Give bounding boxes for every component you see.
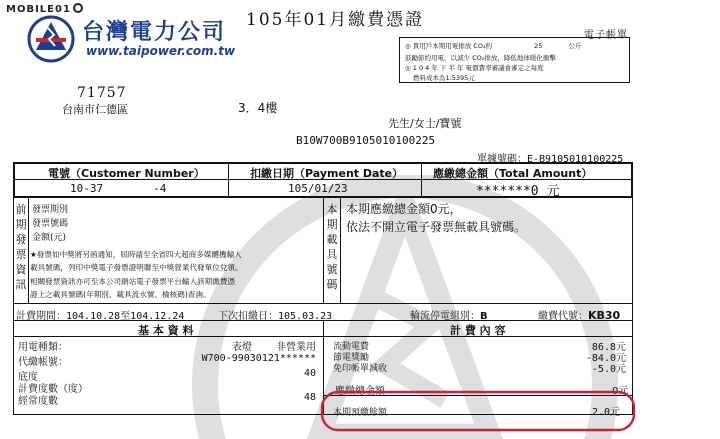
charge-row-label: 免印帳單減收	[333, 364, 388, 374]
charge-row-label: 節電獎勵	[333, 353, 370, 363]
address-district: 台南市仁德區	[62, 103, 128, 116]
current-line-2: 依法不開立電子發票無載具號碼。	[346, 220, 527, 234]
charge-row-value: 86.8元	[591, 342, 626, 353]
current-line-1: 本期應繳總金額0元，	[346, 202, 462, 216]
charge-row-value: -5.0元	[591, 364, 626, 375]
basic-data-title: 基 本 資 料	[138, 324, 194, 337]
previous-invoice-label: 前期發票資訊	[15, 203, 27, 291]
notice-line-4: 燃料成本為1.5395元	[413, 74, 475, 82]
barcode-number: B10W700B9105010100225	[296, 134, 436, 147]
payment-date: 105/01/23	[288, 182, 348, 195]
payment-code: 繳費代號：KB30	[538, 309, 621, 322]
basic-row-value: 40	[303, 368, 316, 379]
basic-row-label: 代繳帳號：	[18, 357, 68, 368]
notice-line-2: 鼓勵節約用電，以減少 CO₂排放，降低地球暖化衝擊	[405, 54, 556, 62]
document-number: 單據號碼：E-B9105010100225	[477, 154, 624, 165]
payment-date-header: 扣繳日期（Payment Date）	[250, 167, 404, 180]
invoice-period: 發票期別	[32, 205, 69, 215]
invoice-amount: 金額(元)	[32, 233, 67, 243]
total-amount: *******0 元	[476, 184, 560, 199]
notice-line-3: ◎ 1 0 4 年 下 半 年 電價費率審議會審定之每度	[405, 64, 544, 72]
current-carrier-label: 本期載具號碼	[326, 203, 338, 291]
prepaid-balance-value: 2.0元	[592, 407, 621, 418]
charge-row-value: -84.0元	[585, 353, 626, 364]
basic-row-label: 計費度數（度）	[18, 384, 88, 395]
copy-label: 電子帳單	[584, 30, 628, 41]
company-url: www.taipower.com.tw	[86, 44, 236, 58]
charges-total-value: 0元	[612, 386, 629, 397]
customer-number-header: 電號（Customer Number）	[48, 167, 205, 180]
invoice-note-3: 相關發票資訊亦可至本公司網站電子發票平台輸入該期繳費憑	[30, 277, 236, 286]
customer-number: 10-37 -4	[70, 182, 167, 195]
site-watermark: MOBILE01	[6, 3, 83, 15]
charges-total-label: 應繳總金額	[335, 386, 385, 397]
basic-row-label: 底度	[18, 372, 38, 383]
postcode: 71757	[77, 85, 127, 101]
taipower-logo-icon	[26, 14, 76, 64]
charges-title: 計 費 內 容	[450, 324, 506, 337]
billing-period: 計費期間：104.10.28至104.12.24	[16, 311, 185, 322]
basic-row-category: 表燈	[232, 342, 252, 353]
basic-row-value: 非營業用	[276, 342, 316, 353]
charge-row-label: 流動電費	[333, 342, 370, 352]
basic-row-value: 48	[303, 392, 316, 403]
prepaid-balance-label: 本期預繳餘額	[333, 408, 388, 418]
invoice-note-1: ★發票如中獎將另函通知，屆時請至全省四大超商多媒體機輸入	[30, 250, 242, 259]
notice-line-1: ◎ 貴用戶本期用電排放 CO₂約 25 公斤	[405, 42, 582, 50]
invoice-note-2: 載具號碼，列印中獎電子發票證明聯至中獎營業代發單位兌領。	[30, 263, 243, 272]
total-amount-header: 應繳總金額（Total Amount）	[433, 167, 593, 180]
address-floor: 3．4樓	[238, 101, 278, 115]
invoice-number: 發票號碼	[32, 219, 69, 229]
basic-row-label: 用電種類：	[18, 342, 68, 353]
gear-icon	[73, 3, 83, 13]
salutation: 先生/女士/寶號	[388, 117, 462, 130]
basic-row-label: 經常度數	[18, 396, 58, 407]
next-payment-date: 下次扣繳日：105.03.23	[218, 311, 333, 322]
invoice-note-4: 證上之載具號碼(年期別、載具流水號、檢核碼)查詢。	[30, 290, 211, 299]
outage-group: 輪流停電組別：B	[410, 311, 488, 322]
basic-row-value: W700-99030121******	[201, 353, 316, 364]
highlight-ellipse	[318, 388, 640, 436]
company-name: 台灣電力公司	[82, 19, 227, 45]
document-title: 105年01月繳費憑證	[246, 10, 425, 30]
